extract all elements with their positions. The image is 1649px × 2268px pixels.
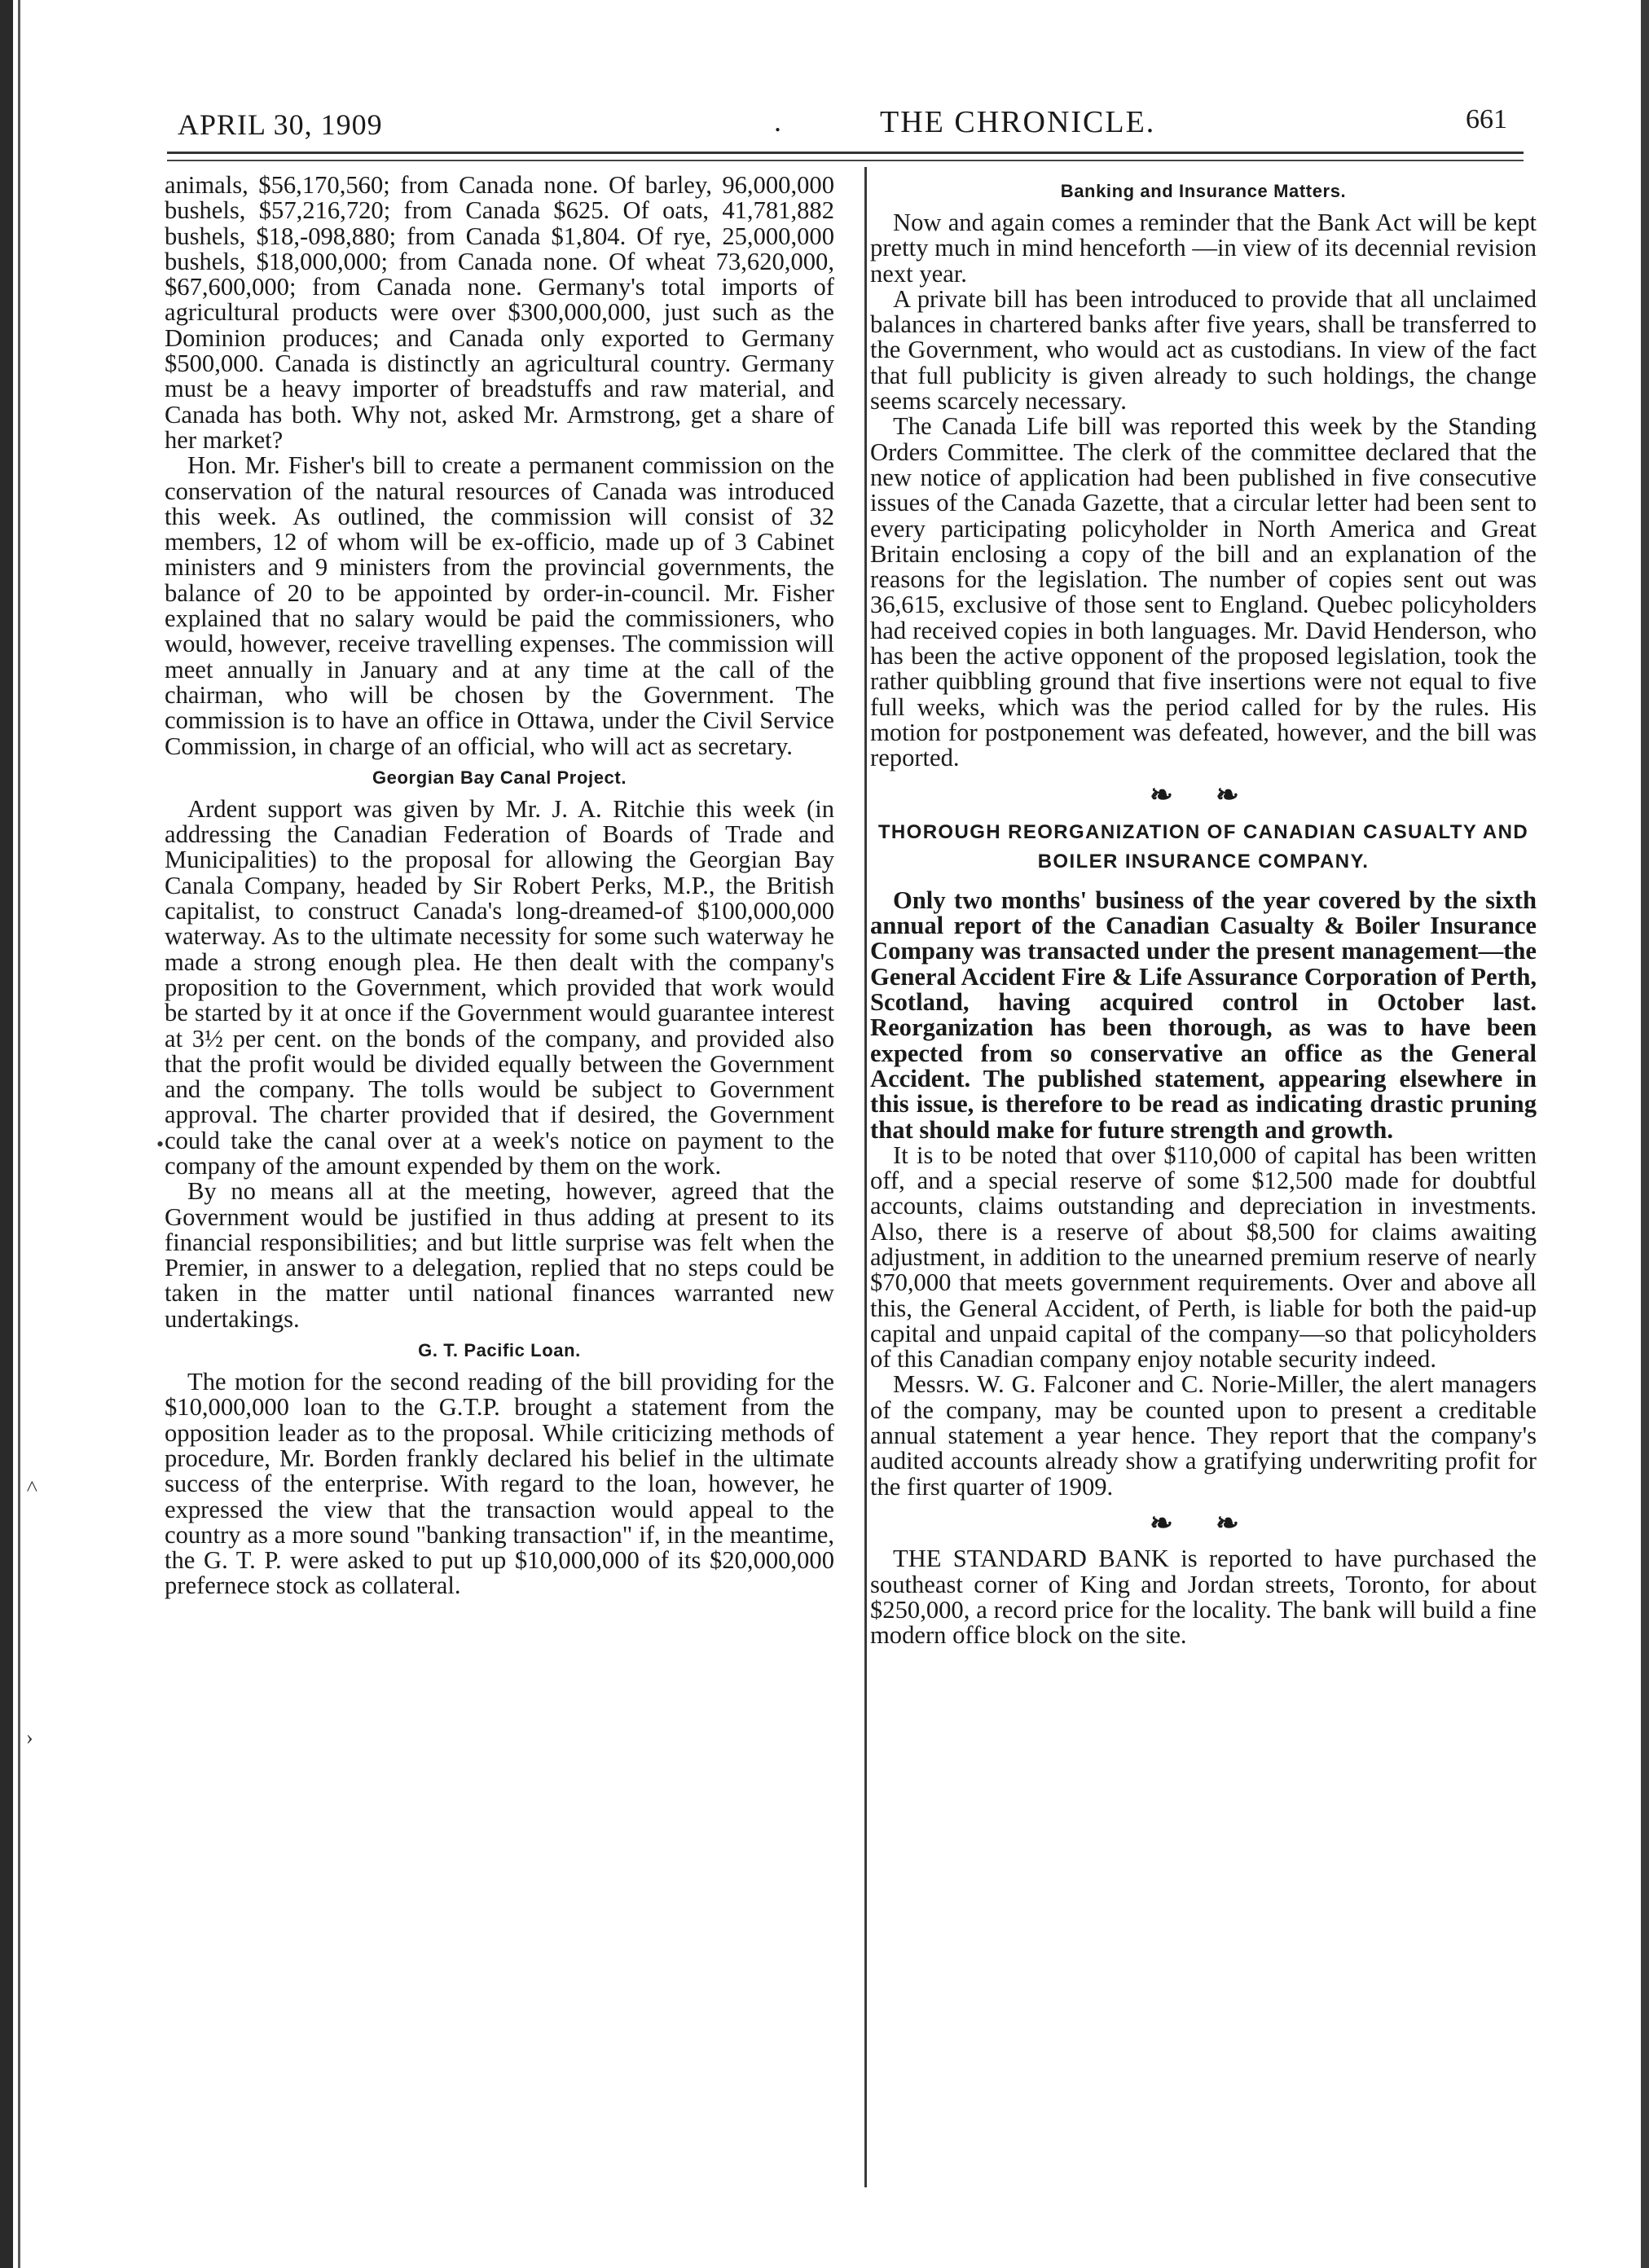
- margin-mark: ›: [26, 1725, 33, 1749]
- paragraph: Hon. Mr. Fisher's bill to create a permanent commission on the conservation of the natural resources of Canada was introduced this week. As outlined, the commission will consist of 32 members, 12 of whom will be ex-officio, made up of 3 Cabinet ministers and 9 ministers from the provincial governments, the balance of 20 to be appointed by order-in-council. Mr. Fisher explained that no salary would be paid the commissioners, who would, however, receive travelling expenses. The commission will meet annually in January and at any time at the call of the chairman, who will be chosen by the Government. The commission is to have an office in Ottawa, under the Civil Service Commission, in charge of an official, who will act as secretary.: [165, 451, 834, 760]
- margin-mark: ˄: [26, 1475, 38, 1498]
- paragraph: A private bill has been introduced to provide that all unclaimed balances in chartered banks after five years, shall be transferred to the Government, who would act as custodians. In view of the fact that full publicity is given already to such holdings, the change seems scarcely necessary.: [870, 284, 1537, 415]
- issue-date: APRIL 30, 1909: [178, 108, 383, 141]
- paragraph: The motion for the second reading of the bill providing for the $10,000,000 loan to the G.T.P. brought a statement from the opposition leader as to the proposal. While criticizing methods of procedure, Mr. Borden frankly declared his belief in the ultimate success of the enterprise. With regard to the loan, however, he expressed the view that the transaction would appeal to the country as a more sound "banking transaction" if, in the meantime, the G. T. P. were asked to put up $10,000,000 of its $20,000,000 prefernece stock as collateral.: [165, 1368, 834, 1600]
- page-number: 661: [1466, 104, 1507, 134]
- header-rule-top: [167, 152, 1524, 154]
- scan-edge-right: [1641, 0, 1649, 2268]
- paragraph: Ardent support was given by Mr. J. A. Ritchie this week (in addressing the Canadian Federation of Boards of Trade and Municipalities) to the proposal for allowing the Georgian Bay Canala Company, headed by Sir Robert Perks, M.P., the British capitalist, to construct Canada's long-dreamed-of $100,000,000 waterway. As to the ultimate necessity for some such waterway he made a strong enough plea. He then dealt with the company's proposition to the Government, which provided that work would be started by it at once if the Government would guarantee interest at 3½ per cent. on the bonds of the company, and provided also that the profit would be divided equally between the Government and the company. The tolls would be subject to Government approval. The charter provided that if desired, the Government could take the canal over at a week's notice on payment to the company of the amount expended by them on the work.: [165, 794, 834, 1180]
- article-headline: THOROUGH REORGANIZATION OF CANADIAN CASUALTY AND BOILER INSURANCE COMPANY.: [877, 820, 1529, 872]
- paragraph-lead: THE STANDARD BANK: [893, 1545, 1169, 1573]
- paragraph-body: is reported to have purchased the southeast corner of King and Jordan streets, Toronto, for about $250,000, a record price for the locality. The bank will build a fine modern office block on the site.: [870, 1545, 1537, 1650]
- right-column: [870, 173, 1537, 1648]
- section-heading: G. T. Pacific Loan.: [418, 1340, 581, 1361]
- paragraph: Messrs. W. G. Falconer and C. Norie-Miller, the alert managers of the company, may be counted upon to present a creditable annual statement a year hence. They report that the company's audited accounts already show a gratifying underwriting profit for the first quarter of 1909.: [870, 1370, 1537, 1501]
- scan-edge-left: [0, 0, 13, 2268]
- ornament: ❧ ❧: [1150, 780, 1257, 811]
- section-heading: Banking and Insurance Matters.: [1060, 181, 1347, 201]
- paragraph: The Canada Life bill was reported this week by the Standing Orders Committee. The clerk of the committee declared that the new notice of application had been published in five consecutive issues of the Canada Gazette, that a circular letter had been sent to every participating policyholder in North America and Great Britain enclosing a copy of the bill and an explanation of the reasons for the legislation. The number of copies sent out was 36,615, exclusive of those sent to England. Quebec policyholders had received copies in both languages. Mr. David Henderson, who has been the active opponent of the proposed legislation, took the rather quibbling ground that five insertions were not equal to five full weeks, which was the period called for by the rules. His motion for postponement was defeated, however, and the bill was reported.: [870, 412, 1537, 772]
- paragraph: Only two months' business of the year covered by the sixth annual report of the Canadian Casualty & Boiler Insurance Company was transacted under the present management—the General Accident Fire & Life Assurance Corporation of Perth, Scotland, having acquired control in October last. Reorganization has been thorough, as was to have been expected from so conservative an office as the General Accident. The published statement, appearing elsewhere in this issue, is therefore to be read as indicating drastic pruning that should make for future strength and growth.: [870, 886, 1537, 1144]
- header-separator: .: [774, 105, 781, 138]
- running-header: [171, 104, 1507, 153]
- ornament: ❧ ❧: [1150, 1508, 1257, 1539]
- paragraph: animals, $56,170,560; from Canada none. Of barley, 96,000,000 bushels, $57,216,720; from Canada $625. Of oats, 41,781,882 bushels, $18,-098,880; from Canada $1,804. Of rye, 25,000,000 bushels, $18,000,000; from Canada none. Of wheat 73,620,000, $67,600,000; from Canada none. Germany's total imports of agricultural products were over $300,000,000, just such as the Dominion produces; and Canada only exported to Germany $500,000. Canada is distinctly an agricultural country. Germany must be a heavy importer of breadstuffs and raw material, and Canada has both. Why not, asked Mr. Armstrong, get a share of her market?: [165, 171, 834, 454]
- left-column: [165, 173, 834, 1599]
- scan-edge-line: [18, 0, 20, 2268]
- paragraph: By no means all at the meeting, however, agreed that the Government would be justified in thus adding at present to its financial responsibilities; and but little surprise was felt when the Premier, in answer to a delegation, replied that no steps could be taken in the matter until national finances warranted new undertakings.: [165, 1177, 834, 1333]
- paragraph: It is to be noted that over $110,000 of capital has been written off, and a special reserve of some $12,500 made for doubtful accounts, claims outstanding and depreciation in investments. Also, there is a reserve of about $8,500 for claims awaiting adjustment, in addition to the unearned premium reserve of nearly $70,000 that meets government requirements. Over and above all this, the General Accident, of Perth, is liable for both the paid-up capital and unpaid capital of the company—so that policyholders of this Canadian company enjoy notable security indeed.: [870, 1141, 1537, 1374]
- paragraph: [870, 1546, 1537, 1648]
- column-divider: [864, 167, 867, 2187]
- margin-mark: •: [156, 1132, 165, 1156]
- section-heading: Georgian Bay Canal Project.: [372, 767, 627, 788]
- header-rule-bottom: [167, 160, 1524, 161]
- publication-title: THE CHRONICLE.: [880, 105, 1156, 139]
- paragraph: Now and again comes a reminder that the Bank Act will be kept pretty much in mind henceforth —in view of its decennial revision next year.: [870, 209, 1537, 288]
